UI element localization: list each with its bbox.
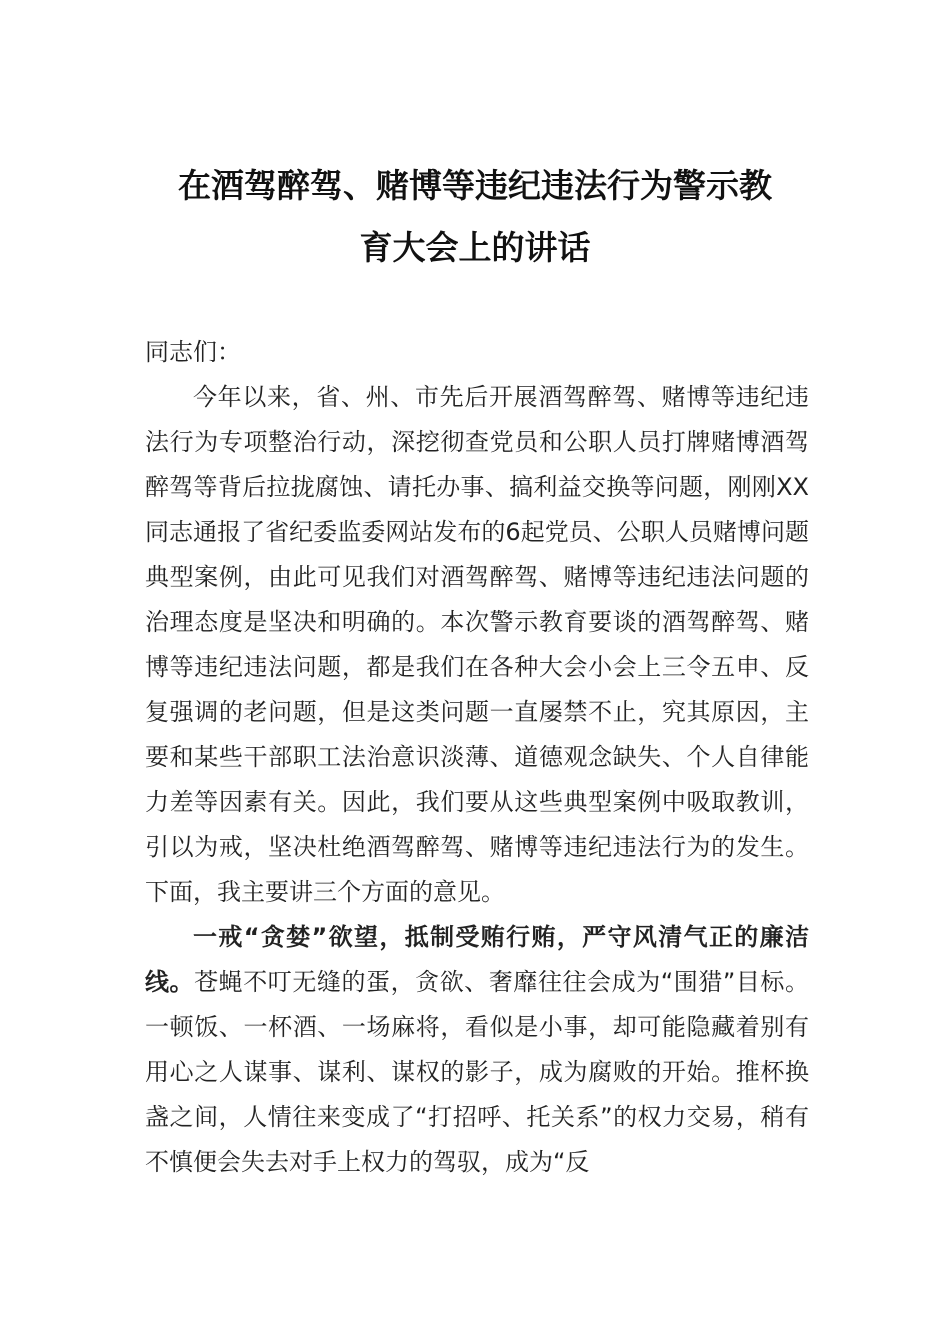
intro-paragraph: 今年以来，省、州、市先后开展酒驾醉驾、赌博等违纪违法行为专项整治行动，深挖彻查党员和公职人员打牌赌博酒驾醉驾等背后拉拢腐蚀、请托办事、搞利益交换等问题，刚刚XX同志通报了省纪委监委网站发布的6起党员、公职人员赌博问题典型案例，由此可见我们对酒驾醉驾、赌博等违纪违法问题的治理态度是坚决和明确的。本次警示教育要谈的酒驾醉驾、赌博等违纪违法问题，都是我们在各种大会小会上三令五申、反复强调的老问题，但是这类问题一直屡禁不止，究其原因，主要和某些干部职工法治意识淡薄、道德观念缺失、个人自律能力差等因素有关。因此，我们要从这些典型案例中吸取教训，引以为戒，坚决杜绝酒驾醉驾、赌博等违纪违法行为的发生。下面，我主要讲三个方面的意见。 [145, 383, 809, 906]
title-line-1: 在酒驾醉驾、赌博等违纪违法行为警示教 [178, 166, 772, 205]
section-1-heading: 一戒“贪婪”欲望，抵制受贿行贿，严守风清气正的廉洁线。 [145, 923, 809, 996]
title-line-2: 育大会上的讲话 [359, 228, 591, 267]
document-title [145, 155, 805, 279]
document-body [145, 330, 809, 1185]
section-1-paragraph [145, 915, 809, 1185]
salutation: 同志们： [145, 338, 241, 366]
section-1-body: 苍蝇不叮无缝的蛋，贪欲、奢靡往往会成为“围猎”目标。一顿饭、一杯酒、一场麻将，看似是小事，却可能隐藏着别有用心之人谋事、谋利、谋权的影子，成为腐败的开始。推杯换盏之间，人情往来变成了“打招呼、托关系”的权力交易，稍有不慎便会失去对手上权力的驾驭，成为“反 [145, 968, 809, 1176]
